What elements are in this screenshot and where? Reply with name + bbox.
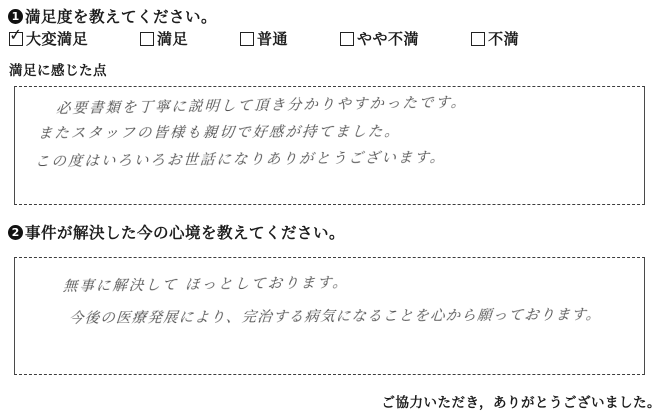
- option-label-somewhat-dissatisfied: やや不満: [357, 30, 420, 48]
- option-neutral[interactable]: [240, 28, 288, 49]
- handwritten-line: またスタッフの皆様も親切で好感が持てました。: [37, 124, 402, 142]
- handwritten-line: この度はいろいろお世話になりありがとうございます。: [34, 149, 447, 171]
- footer-thanks-text: ご協力いただき，ありがとうございました。: [381, 395, 661, 411]
- checkbox-satisfied[interactable]: [140, 32, 154, 46]
- option-dissatisfied[interactable]: [471, 28, 519, 49]
- handwritten-line: 今後の医療発展により、完治する病気になることを心から願っております。: [68, 307, 603, 327]
- question-2-title: 事件が解決した今の心境を教えてください。: [25, 223, 346, 242]
- question-1-title: 満足度を教えてください。: [25, 7, 218, 26]
- checkbox-dissatisfied[interactable]: [471, 32, 485, 46]
- checkbox-neutral[interactable]: [240, 32, 254, 46]
- checkbox-somewhat-dissatisfied[interactable]: [340, 32, 354, 46]
- satisfaction-options-row: [8, 23, 520, 49]
- q1-answer-box[interactable]: [14, 86, 645, 205]
- satisfied-points-label: 満足に感じた点: [9, 63, 107, 79]
- question-1-number-badge: 1: [8, 9, 23, 24]
- option-label-very-satisfied: 大変満足: [26, 30, 89, 48]
- option-somewhat-dissatisfied[interactable]: [340, 28, 419, 49]
- option-label-dissatisfied: 不満: [488, 30, 520, 48]
- question-1-heading: [8, 5, 217, 27]
- handwritten-line: 必要書類を丁寧に説明して頂き分かりやすかったです。: [55, 94, 468, 118]
- check-icon: ✓: [8, 23, 24, 45]
- handwritten-line: 無事に解決して ほっとしております。: [62, 274, 350, 296]
- question-2-heading: [8, 221, 345, 243]
- q2-answer-box[interactable]: [14, 257, 645, 375]
- question-2-number-badge: 2: [8, 225, 23, 240]
- checkbox-very-satisfied[interactable]: [8, 23, 24, 46]
- option-label-neutral: 普通: [257, 30, 289, 48]
- option-very-satisfied[interactable]: [8, 23, 89, 49]
- option-satisfied[interactable]: [140, 28, 188, 49]
- option-label-satisfied: 満足: [157, 30, 189, 48]
